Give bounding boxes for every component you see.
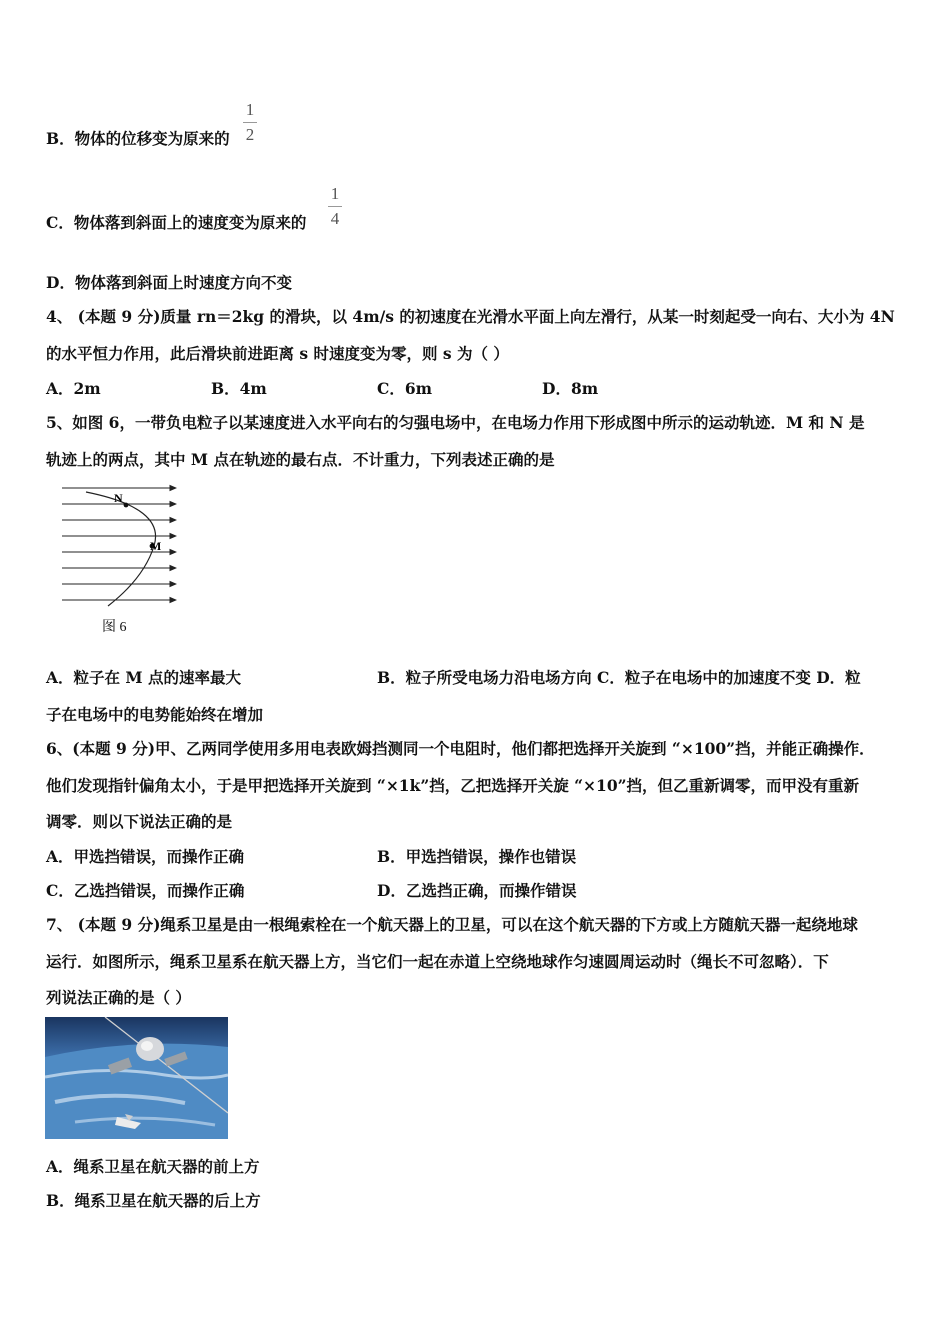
label-m: M [150,539,162,553]
q5-option-d-continued: 子在电场中的电势能始终在增加 [46,705,264,724]
q4-option-a: A．2m [46,379,101,398]
q4-option-b: B．4m [211,379,267,398]
q6-stem-line2: 他们发现指针偏角太小，于是甲把选择开关旋到 “×1k”挡，乙把选择开关旋 “×10”挡，但乙重新调零，而甲没有重新 [46,776,860,795]
q6-option-b: B．甲选挡错误，操作也错误 [377,847,577,866]
q4-option-c: C．6m [377,379,433,398]
q7-stem-line3: 列说法正确的是（ ） [46,988,191,1007]
fraction-numerator: 1 [245,100,255,119]
q6-option-d: D．乙选挡正确，而操作错误 [377,881,577,900]
electric-field-figure [56,478,186,638]
fraction-denominator: 2 [245,125,255,144]
q7-option-b: B．绳系卫星在航天器的后上方 [46,1191,261,1210]
particle-trajectory [86,492,156,606]
q5-stem-line2: 轨迹上的两点，其中 M 点在轨迹的最右点．不计重力，下列表述正确的是 [46,450,555,469]
q3-option-b-fraction [243,100,257,145]
q5-options-bcd: B．粒子所受电场力沿电场方向 C．粒子在电场中的加速度不变 D．粒 [377,668,861,687]
field-lines-diagram [56,478,186,638]
q7-stem-line2: 运行．如图所示，绳系卫星系在航天器上方，当它们一起在赤道上空绕地球作匀速圆周运动时（绳长不可忽略）．下 [46,952,829,971]
q5-stem-line1: 5、如图 6，一带负电粒子以某速度进入水平向右的匀强电场中，在电场力作用下形成图中所示的运动轨迹．M 和 N 是 [46,413,865,432]
q3-option-d: D．物体落到斜面上时速度方向不变 [46,273,292,292]
q5-option-a: A．粒子在 M 点的速率最大 [46,668,241,687]
label-n: N [114,491,123,505]
q3-option-c: C．物体落到斜面上的速度变为原来的 [46,213,307,232]
q3-option-b: B．物体的位移变为原来的 [46,129,230,148]
q4-stem-line2: 的水平恒力作用，此后滑块前进距离 s 时速度变为零，则 s 为（ ） [46,344,509,363]
q6-option-c: C．乙选挡错误，而操作正确 [46,881,245,900]
q6-stem-line1: 6、(本题 9 分)甲、乙两同学使用多用电表欧姆挡测同一个电阻时，他们都把选择开关旋到 “×100”挡，并能正确操作． [46,739,875,758]
fraction-numerator: 1 [330,184,340,203]
q3-option-c-fraction [328,184,342,229]
q7-stem-line1: 7、 (本题 9 分)绳系卫星是由一根绳索栓在一个航天器上的卫星，可以在这个航天器的下方或上方随航天器一起绕地球 [46,915,858,934]
figure-caption: 图 6 [102,620,127,635]
q6-stem-line3: 调零．则以下说法正确的是 [46,812,233,831]
fraction-denominator: 4 [330,209,340,228]
point-n [124,503,129,508]
q7-option-a: A．绳系卫星在航天器的前上方 [46,1157,260,1176]
q4-stem-line1: 4、 (本题 9 分)质量 rn＝2kg 的滑块，以 4m/s 的初速度在光滑水平面上向左滑行，从某一时刻起受一向右、大小为 4N [46,307,895,326]
q4-option-d: D．8m [542,379,599,398]
tethered-satellite-photo [45,1017,228,1139]
q6-option-a: A．甲选挡错误，而操作正确 [46,847,245,866]
satellite-illustration [45,1017,228,1139]
